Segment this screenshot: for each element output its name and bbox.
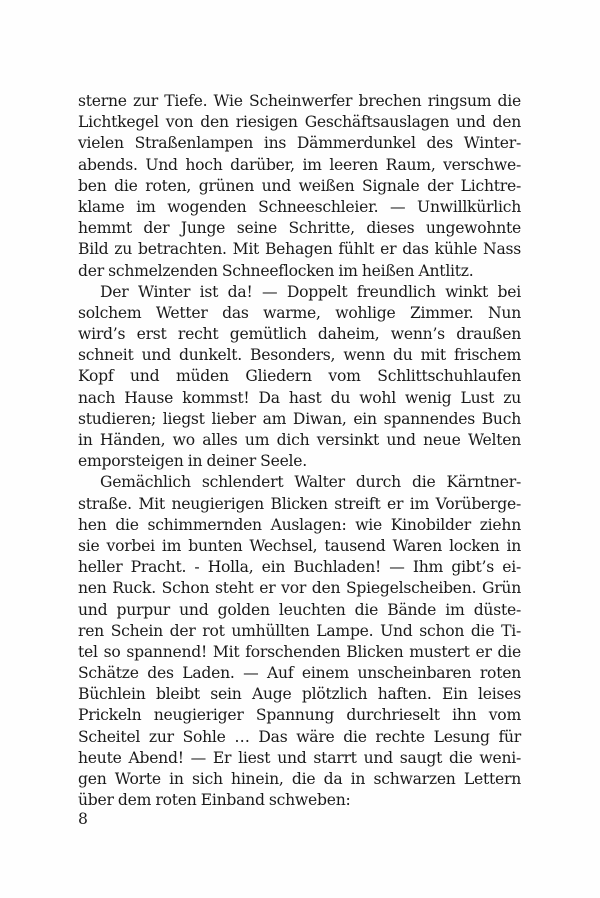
text-line: vielen Straßenlampen ins Dämmerdunkel des Winter- [78, 134, 521, 153]
text-line: gen Worte in sich hinein, die da in schwarzen Lettern [78, 770, 521, 788]
text-line: tel so spannend! Mit forschenden Blicken mustert er die [78, 642, 521, 661]
text-line: Der Winter ist da! — Doppelt freundlich winkt bei [100, 282, 521, 301]
page-number: 8 [78, 810, 88, 828]
text-line: nen Ruck. Schon steht er vor den Spiegelscheiben. Grün [78, 579, 521, 598]
text-line: Prickeln neugieriger Spannung durchrieselt ihn vom [78, 706, 521, 725]
text-line: emporsteigen in deiner Seele. [78, 452, 307, 471]
text-line: heller Pracht. - Holla, ein Buchladen! — Ihm gibt’s ei- [78, 558, 521, 577]
text-line: Bild zu betrachten. Mit Behagen fühlt er das kühle Nass [78, 240, 521, 259]
text-line: schneit und dunkelt. Besonders, wenn du mit frischem [78, 346, 521, 365]
text-line: der schmelzenden Schneeflocken im heißen Antlitz. [78, 261, 474, 280]
paragraph [78, 472, 521, 811]
text-line: heute Abend! — Er liest und starrt und saugt die weni- [78, 748, 521, 767]
text-line: sterne zur Tiefe. Wie Scheinwerfer brechen ringsum die [78, 92, 521, 110]
text-line: klame im wogenden Schneeschleier. — Unwillkürlich [78, 197, 521, 216]
text-line: Lichtkegel von den riesigen Geschäftsauslagen und den [78, 113, 521, 132]
body-text [78, 91, 521, 811]
text-line: studieren; liegst lieber am Diwan, ein spannendes Buch [78, 409, 521, 428]
text-line: solchem Wetter das warme, wohlige Zimmer. Nun [78, 303, 521, 322]
text-line: Scheitel zur Sohle … Das wäre die rechte Lesung für [78, 727, 521, 746]
text-line: wird’s erst recht gemütlich daheim, wenn’s draußen [78, 325, 521, 344]
text-line: über dem roten Einband schweben: [78, 791, 351, 810]
text-line: Schätze des Laden. — Auf einem unscheinbaren roten [78, 664, 521, 683]
paragraph [78, 282, 521, 473]
text-line: hen die schimmernden Auslagen: wie Kinobilder ziehn [78, 515, 521, 534]
text-line: Büchlein bleibt sein Auge plötzlich haften. Ein leises [78, 685, 521, 704]
text-line: ren Schein der rot umhüllten Lampe. Und schon die Ti- [78, 621, 521, 640]
text-line: hemmt der Junge seine Schritte, dieses ungewohnte [78, 219, 521, 238]
text-line: sie vorbei im bunten Wechsel, tausend Waren locken in [78, 536, 521, 555]
text-line: abends. Und hoch darüber, im leeren Raum, verschwe- [78, 155, 521, 174]
text-line: in Händen, wo alles um dich versinkt und neue Welten [78, 431, 521, 449]
text-line: ben die roten, grünen und weißen Signale der Lichtre- [78, 176, 521, 195]
text-line: und purpur und golden leuchten die Bände im düste- [78, 600, 521, 619]
text-line: straße. Mit neugierigen Blicken streift er im Vorüberge- [78, 494, 521, 513]
text-line: nach Hause kommst! Da hast du wohl wenig Lust zu [78, 388, 521, 407]
text-line: Gemächlich schlendert Walter durch die Kärntner- [100, 473, 521, 492]
paragraph [78, 91, 521, 282]
text-line: Kopf und müden Gliedern vom Schlittschuhlaufen [78, 367, 521, 386]
